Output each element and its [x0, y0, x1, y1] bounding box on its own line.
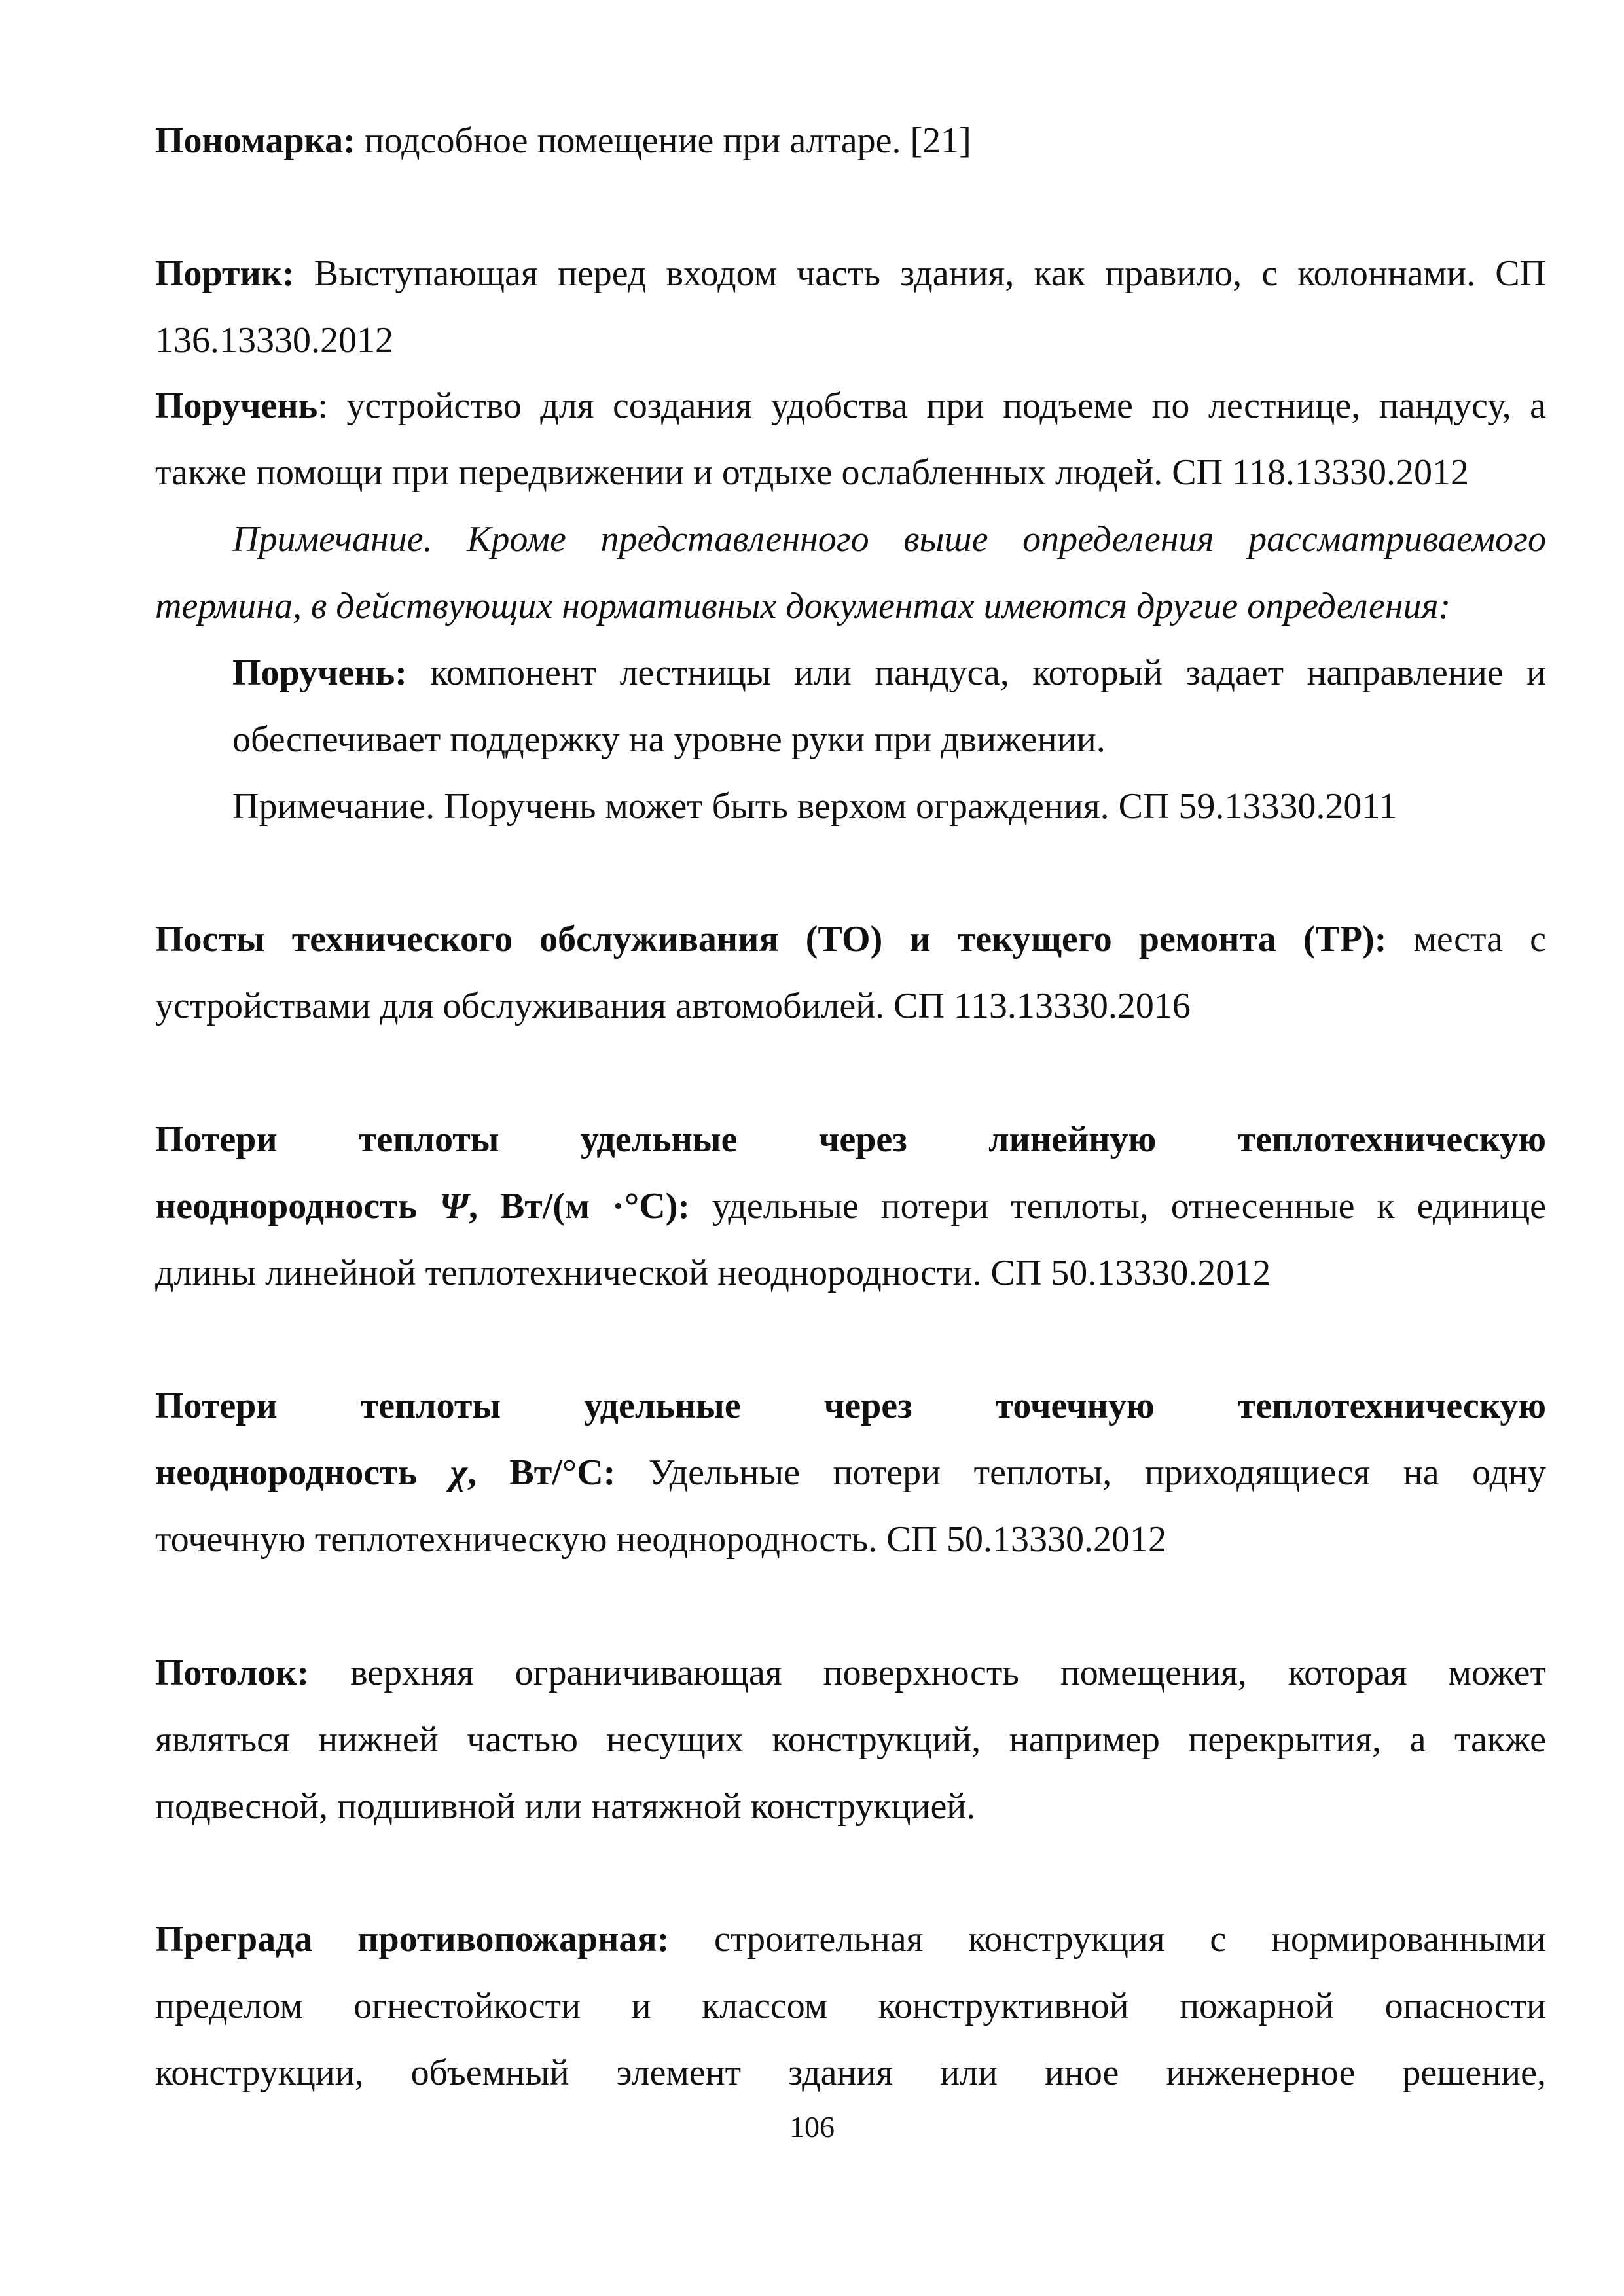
term-part: неоднородность	[155, 1452, 450, 1493]
definition: точечную теплотехническую неоднородность. СП 50.13330.2012	[155, 1519, 1167, 1560]
term: Портик:	[155, 253, 295, 294]
note-text: термина, в действующих нормативных документах имеются другие определения:	[155, 586, 1451, 626]
definition: Удельные потери теплоты, приходящиеся на одну	[615, 1452, 1547, 1493]
term: Пономарка:	[155, 120, 355, 161]
entry-portik-line2	[155, 307, 393, 374]
definition: обеспечивает поддержку на уровне руки при движении.	[232, 719, 1106, 760]
entry-pregrada-line1	[155, 1906, 1546, 1973]
definition: подвесной, подшивной или натяжной конструкцией.	[155, 1786, 976, 1827]
term: Поручень:	[232, 653, 407, 693]
entry-pregrada-line3	[155, 2039, 1546, 2107]
term-unit: , Вт/(м ·°С):	[468, 1186, 690, 1227]
definition: : устройство для создания удобства при подъеме по лестнице, пандусу, а	[317, 386, 1546, 426]
note-text: Примечание. Кроме представленного выше определения рассматриваемого	[232, 519, 1546, 560]
definition: удельные потери теплоты, отнесенные к единице	[689, 1186, 1546, 1227]
entry-posty-line1	[155, 906, 1546, 973]
note-line1	[232, 506, 1546, 573]
entry-potolok-line3	[155, 1773, 975, 1840]
term: Посты технического обслуживания (ТО) и текущего ремонта (ТР):	[155, 919, 1387, 960]
note-line2	[155, 573, 1451, 640]
term	[155, 1452, 615, 1493]
entry-portik-line1	[155, 240, 1546, 308]
definition: являться нижней частью несущих конструкций, например перекрытия, а также	[155, 1719, 1546, 1760]
alt-definition-line2	[232, 706, 1106, 774]
entry-poteri-lin-line1	[155, 1106, 1546, 1174]
alt-definition-line1	[232, 639, 1546, 707]
definition: пределом огнестойкости и классом конструктивной пожарной опасности	[155, 1986, 1546, 2026]
entry-poteri-toch-line1	[155, 1372, 1546, 1440]
term: Потери теплоты удельные через точечную теплотехническую	[155, 1386, 1546, 1426]
entry-poteri-toch-line2	[155, 1439, 1546, 1507]
entry-poteri-toch-line3	[155, 1506, 1166, 1573]
definition: Выступающая перед входом часть здания, как правило, с колоннами. СП	[294, 253, 1546, 294]
term: Преграда противопожарная:	[155, 1919, 670, 1960]
term	[155, 1186, 690, 1227]
page-number: 106	[789, 2110, 835, 2144]
definition: устройствами для обслуживания автомобилей. СП 113.13330.2016	[155, 986, 1191, 1026]
chi-symbol: χ	[450, 1452, 467, 1493]
entry-pregrada-line2	[155, 1973, 1546, 2040]
entry-potolok-line1	[155, 1640, 1546, 1707]
term-part: неоднородность	[155, 1186, 440, 1227]
definition: компонент лестницы или пандуса, который задает направление и	[406, 653, 1546, 693]
entry-potolok-line2	[155, 1706, 1546, 1774]
entry-ponomarka	[155, 107, 971, 175]
entry-poteri-lin-line2	[155, 1173, 1546, 1240]
term: Поручень	[155, 386, 318, 426]
definition: места с	[1386, 919, 1546, 960]
entry-posty-line2	[155, 973, 1191, 1040]
definition: конструкции, объемный элемент здания или иное инженерное решение,	[155, 2053, 1546, 2093]
term: Потери теплоты удельные через линейную теплотехническую	[155, 1119, 1546, 1160]
definition: строительная конструкция с нормированными	[669, 1919, 1546, 1960]
definition: подсобное помещение при алтаре. [21]	[355, 120, 971, 161]
term: Потолок:	[155, 1653, 310, 1693]
definition: также помощи при передвижении и отдыхе ослабленных людей. СП 118.13330.2012	[155, 452, 1469, 493]
definition: длины линейной теплотехнической неоднородности. СП 50.13330.2012	[155, 1253, 1271, 1293]
entry-poteri-lin-line3	[155, 1240, 1271, 1307]
alt-note	[232, 773, 1397, 840]
note-text: Примечание. Поручень может быть верхом ограждения. СП 59.13330.2011	[232, 786, 1398, 827]
entry-poruchen-line2	[155, 439, 1469, 507]
definition: 136.13330.2012	[155, 320, 393, 361]
definition: верхняя ограничивающая поверхность помещения, которая может	[309, 1653, 1546, 1693]
psi-symbol: Ψ	[439, 1186, 469, 1227]
entry-poruchen-line1	[155, 372, 1546, 440]
term-unit: , Вт/°С:	[467, 1452, 616, 1493]
